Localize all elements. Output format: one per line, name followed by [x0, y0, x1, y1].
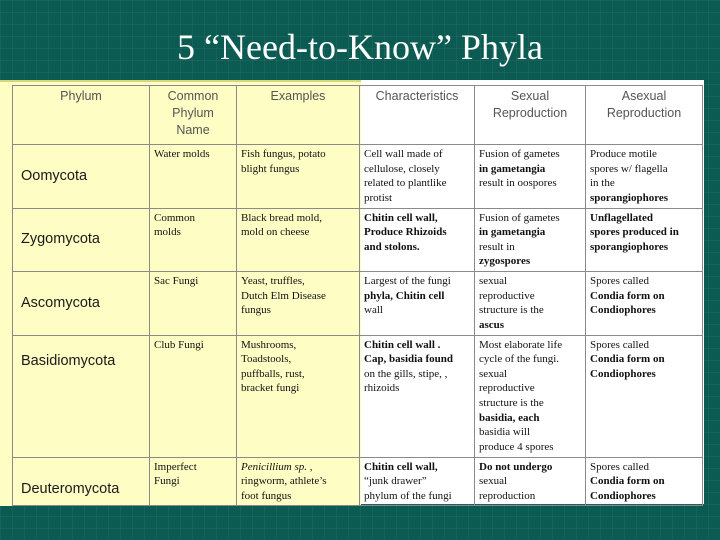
characteristics-cell: Chitin cell wall, Produce Rhizoids and stolons. — [360, 208, 475, 272]
phylum-name: Oomycota — [13, 145, 150, 209]
sexual-reproduction-cell: Fusion of gametes in gametangia result in oospores — [475, 145, 586, 209]
examples-cell: Penicillium sp. , ringworm, athlete’s foot fungus — [237, 457, 360, 506]
examples-cell: Black bread mold, mold on cheese — [237, 208, 360, 272]
characteristics-cell: Chitin cell wall, “junk drawer” phylum of the fungi — [360, 457, 475, 506]
table-row — [13, 335, 703, 457]
phylum-name: Zygomycota — [13, 208, 150, 272]
header-sexual-reproduction: Sexual Reproduction — [475, 86, 586, 145]
asexual-reproduction-cell: Unflagellated spores produced in sporangiophores — [586, 208, 703, 272]
characteristics-cell: Chitin cell wall . Cap, basidia found on the gills, stipe, , rhizoids — [360, 335, 475, 457]
phylum-name: Ascomycota — [13, 272, 150, 336]
header-examples: Examples — [237, 86, 360, 145]
asexual-reproduction-cell: Spores called Condia form on Condiophores — [586, 457, 703, 506]
characteristics-cell: Largest of the fungi phyla, Chitin cell wall — [360, 272, 475, 336]
table-row — [13, 208, 703, 272]
header-asexual-reproduction: Asexual Reproduction — [586, 86, 703, 145]
examples-cell: Yeast, truffles, Dutch Elm Disease fungus — [237, 272, 360, 336]
phylum-name: Basidiomycota — [13, 335, 150, 457]
slide-title: 5 “Need-to-Know” Phyla — [177, 27, 543, 67]
common-name-cell: Water molds — [150, 145, 237, 209]
asexual-reproduction-cell: Produce motile spores w/ flagella in the sporangiophores — [586, 145, 703, 209]
common-name-cell: Common molds — [150, 208, 237, 272]
table-row — [13, 145, 703, 209]
table-row — [13, 272, 703, 336]
phylum-name: Deuteromycota — [13, 457, 150, 506]
phyla-table — [12, 85, 703, 506]
examples-cell: Fish fungus, potato blight fungus — [237, 145, 360, 209]
common-name-cell: Imperfect Fungi — [150, 457, 237, 506]
header-common-name: Common Phylum Name — [150, 86, 237, 145]
header-row — [13, 86, 703, 145]
asexual-reproduction-cell: Spores called Condia form on Condiophores — [586, 335, 703, 457]
sexual-reproduction-cell: Fusion of gametes in gametangia result in zygospores — [475, 208, 586, 272]
header-phylum: Phylum — [13, 86, 150, 145]
sexual-reproduction-cell: Do not undergo sexual reproduction — [475, 457, 586, 506]
characteristics-cell: Cell wall made of cellulose, closely related to plantlike protist — [360, 145, 475, 209]
table-row — [13, 457, 703, 506]
sexual-reproduction-cell: sexual reproductive structure is the ascus — [475, 272, 586, 336]
sexual-reproduction-cell: Most elaborate life cycle of the fungi. sexual reproductive structure is the basidia, each basidia will produce 4 spores — [475, 335, 586, 457]
examples-cell: Mushrooms, Toadstools, puffballs, rust, bracket fungi — [237, 335, 360, 457]
common-name-cell: Sac Fungi — [150, 272, 237, 336]
common-name-cell: Club Fungi — [150, 335, 237, 457]
header-characteristics: Characteristics — [360, 86, 475, 145]
asexual-reproduction-cell: Spores called Condia form on Condiophores — [586, 272, 703, 336]
